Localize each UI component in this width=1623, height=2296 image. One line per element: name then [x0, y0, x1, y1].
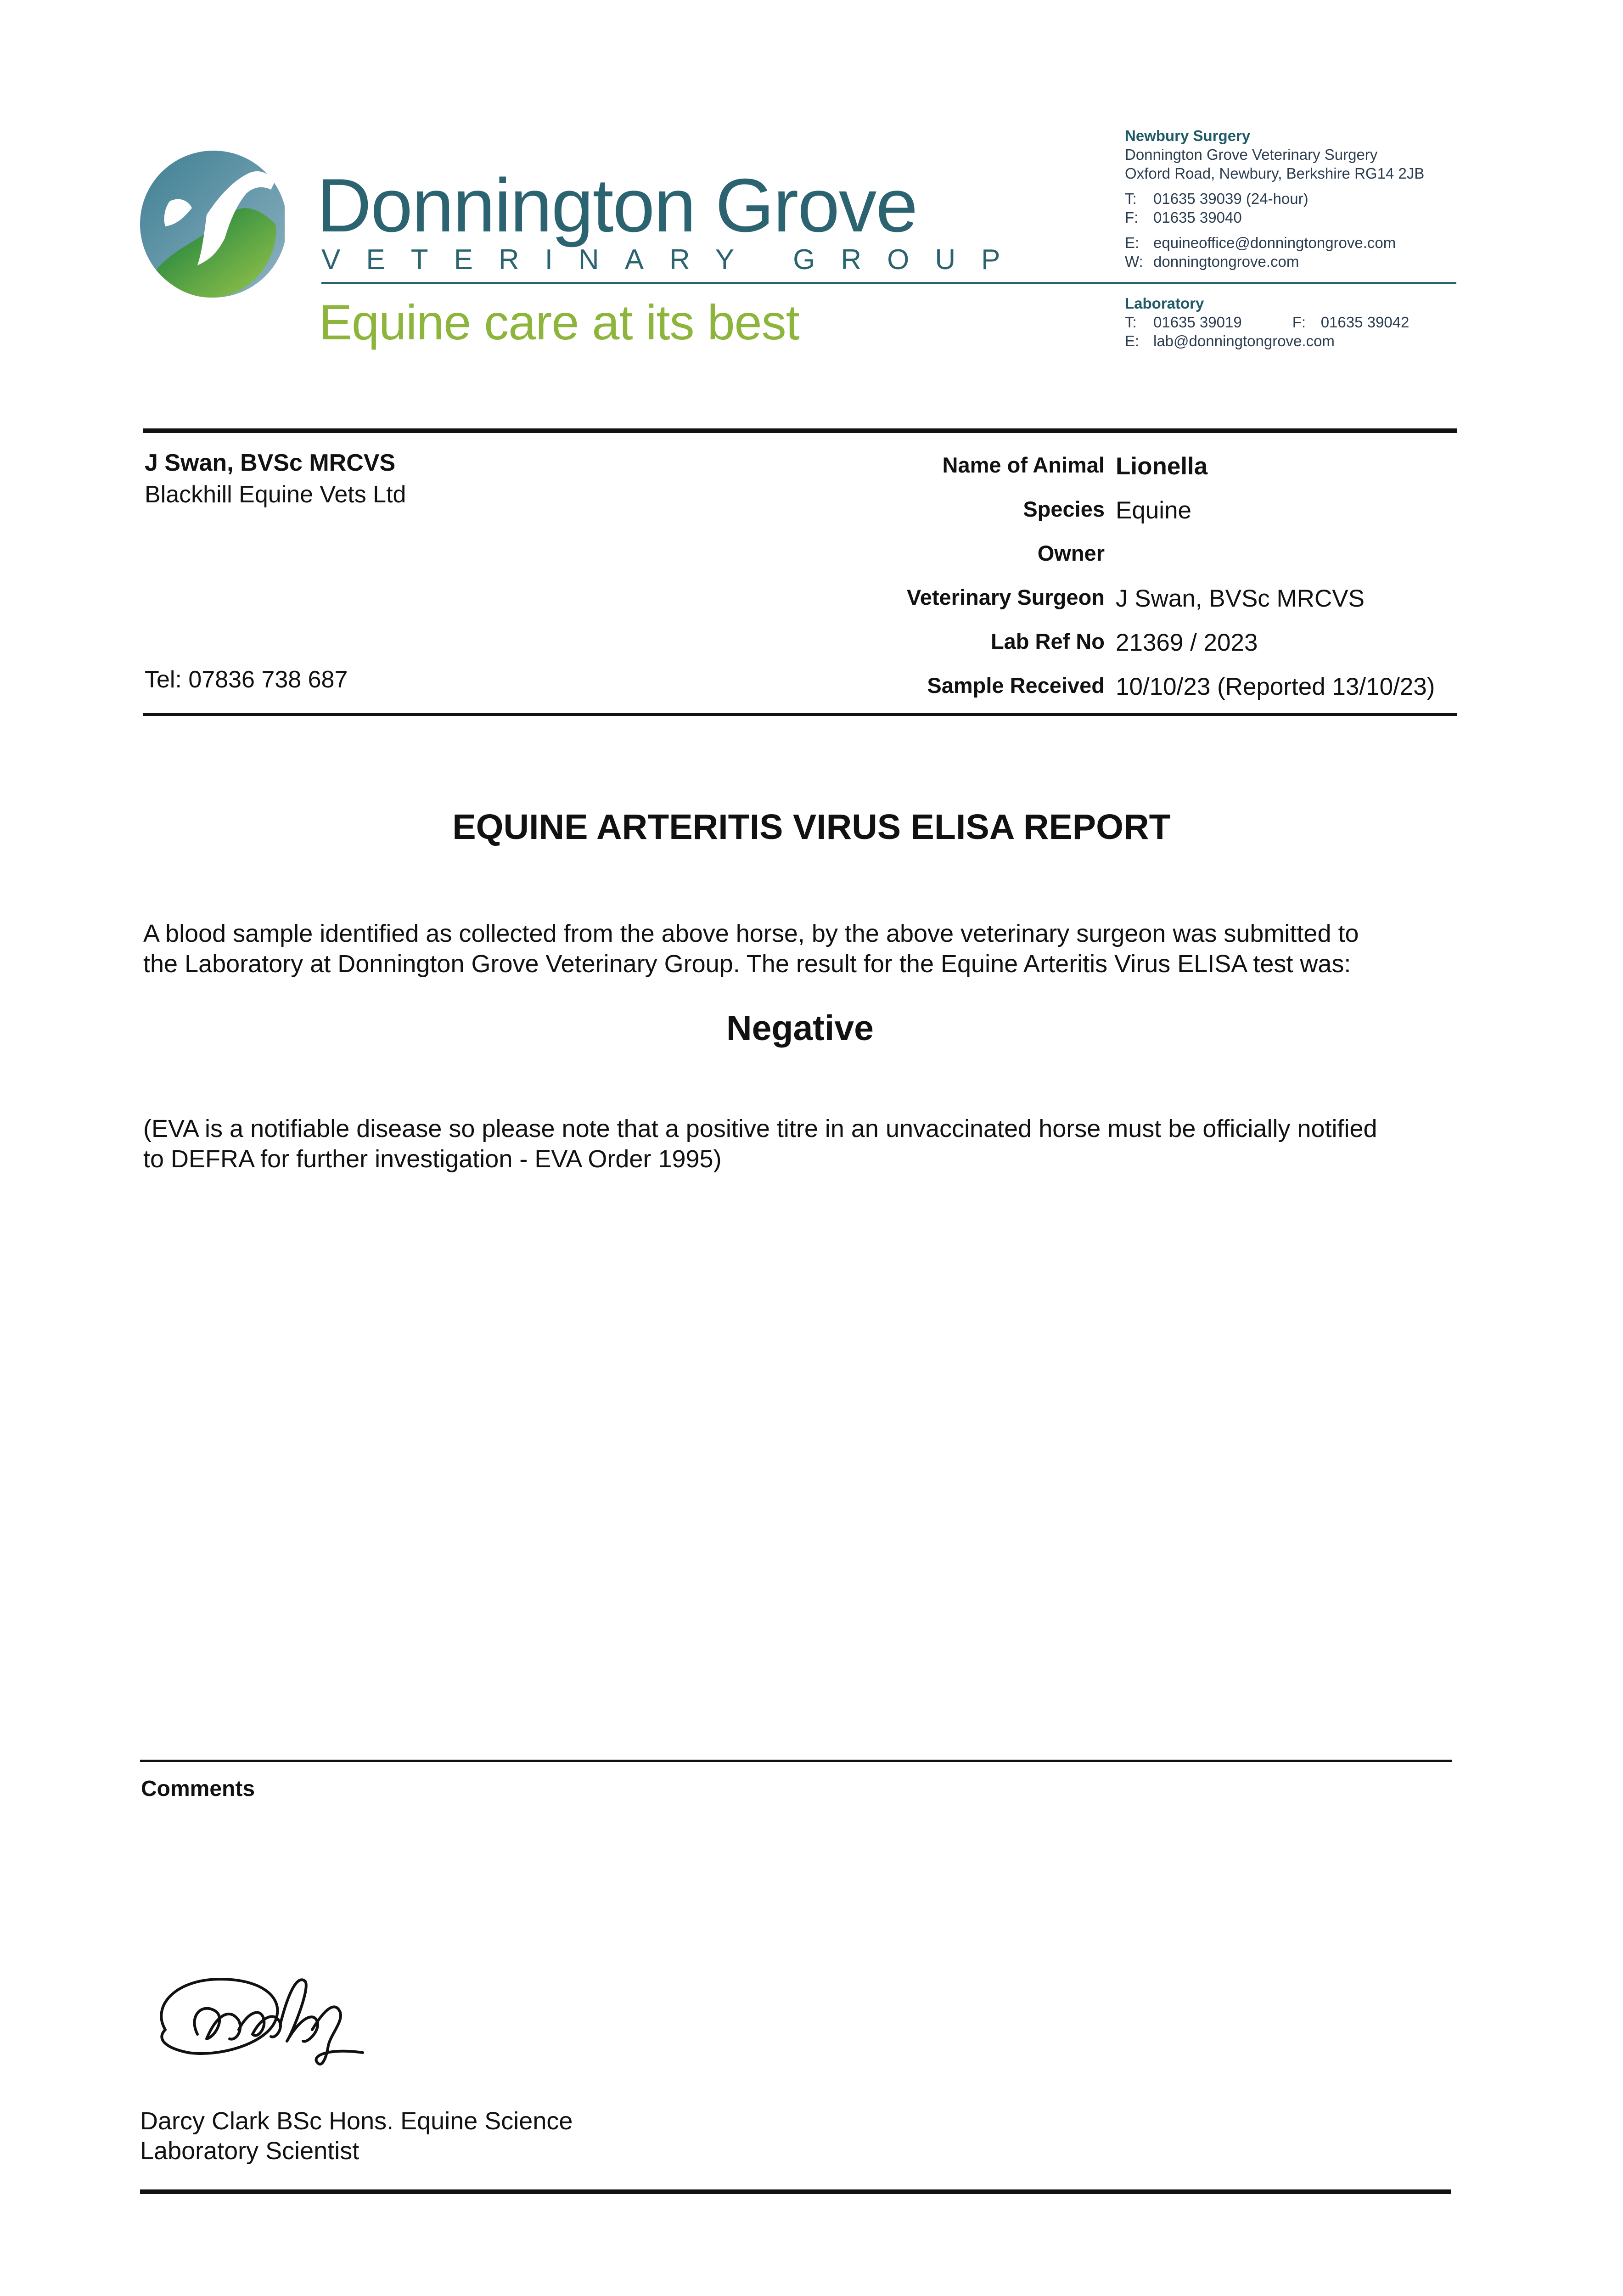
surgery-phone-value: 01635 39039 (24-hour)	[1153, 190, 1309, 207]
details-value: J Swan, BVSc MRCVS	[1116, 585, 1365, 612]
footer-bottom-rule	[140, 2189, 1451, 2194]
surgery-phone-label: T:	[1125, 190, 1137, 207]
brand-tagline: Equine care at its best	[319, 294, 799, 350]
addressee-telephone: Tel: 07836 738 687	[145, 666, 348, 693]
header-top-rule	[143, 428, 1457, 433]
signatory-role: Laboratory Scientist	[140, 2137, 359, 2165]
details-label: Owner	[1037, 541, 1105, 565]
laboratory-contact-block	[1125, 294, 1446, 350]
report-title: EQUINE ARTERITIS VIRUS ELISA REPORT	[452, 807, 1171, 847]
surgery-address-line1: Donnington Grove Veterinary Surgery	[1125, 146, 1378, 163]
report-note-line: (EVA is a notifiable disease so please note that a positive titre in an unvaccinated horse must be officially notified	[143, 1115, 1377, 1142]
details-value: Lionella	[1116, 453, 1208, 480]
laboratory-fax-label: F:	[1292, 314, 1306, 331]
laboratory-email-row	[1125, 332, 1446, 350]
details-label: Lab Ref No	[990, 629, 1105, 653]
surgery-contact-block	[1125, 126, 1446, 271]
surgery-web-row	[1125, 252, 1446, 271]
report-note-paragraph	[143, 1114, 1466, 1174]
laboratory-phone-value: 01635 39019	[1153, 314, 1242, 331]
surgery-web-label: W:	[1125, 253, 1143, 270]
laboratory-phone-label: T:	[1125, 314, 1137, 331]
signatory-name: Darcy Clark BSc Hons. Equine Science	[140, 2107, 573, 2135]
laboratory-phone-fax-row	[1125, 313, 1446, 332]
details-value: Equine	[1116, 497, 1192, 524]
addressee-name: J Swan, BVSc MRCVS	[145, 450, 396, 476]
brand-subtitle: VETERINARY GROUP	[321, 244, 1026, 276]
report-intro-line: the Laboratory at Donnington Grove Veterinary Group. The result for the Equine Arteritis Virus ELISA test was:	[143, 950, 1351, 978]
surgery-fax-value: 01635 39040	[1153, 209, 1242, 226]
surgery-phone-row	[1125, 189, 1446, 208]
addressee-company: Blackhill Equine Vets Ltd	[145, 481, 406, 508]
details-label: Name of Animal	[942, 453, 1105, 477]
laboratory-title: Laboratory	[1125, 295, 1204, 312]
details-label: Species	[1023, 497, 1105, 521]
surgery-email-value[interactable]: equineoffice@donningtongrove.com	[1153, 234, 1396, 251]
comments-label: Comments	[141, 1777, 255, 1801]
report-intro-line: A blood sample identified as collected from the above horse, by the above veterinary surgeon was submitted to	[143, 920, 1359, 947]
letterhead-divider	[321, 282, 1456, 284]
comments-top-rule	[140, 1760, 1452, 1762]
laboratory-email-label: E:	[1125, 332, 1140, 349]
surgery-title: Newbury Surgery	[1125, 127, 1251, 144]
test-result: Negative	[726, 1008, 874, 1048]
brand-logo-horse-head-icon	[138, 146, 285, 302]
brand-name: Donnington Grove	[317, 163, 917, 248]
surgery-email-label: E:	[1125, 234, 1140, 251]
details-label: Sample Received	[927, 673, 1105, 698]
details-label: Veterinary Surgeon	[907, 585, 1105, 609]
surgery-fax-label: F:	[1125, 209, 1139, 226]
report-note-line: to DEFRA for further investigation - EVA Order 1995)	[143, 1145, 722, 1173]
report-intro-paragraph	[143, 918, 1466, 979]
handwritten-signature	[147, 1961, 386, 2089]
surgery-web-value[interactable]: donningtongrove.com	[1153, 253, 1299, 270]
laboratory-email-value[interactable]: lab@donningtongrove.com	[1153, 332, 1335, 349]
surgery-email-row	[1125, 233, 1446, 252]
details-value: 10/10/23 (Reported 13/10/23)	[1116, 673, 1435, 700]
details-value: 21369 / 2023	[1116, 629, 1258, 656]
surgery-address-line2: Oxford Road, Newbury, Berkshire RG14 2JB	[1125, 165, 1425, 182]
surgery-fax-row	[1125, 208, 1446, 227]
laboratory-fax-value: 01635 39042	[1320, 314, 1410, 331]
details-bottom-rule	[143, 713, 1457, 716]
